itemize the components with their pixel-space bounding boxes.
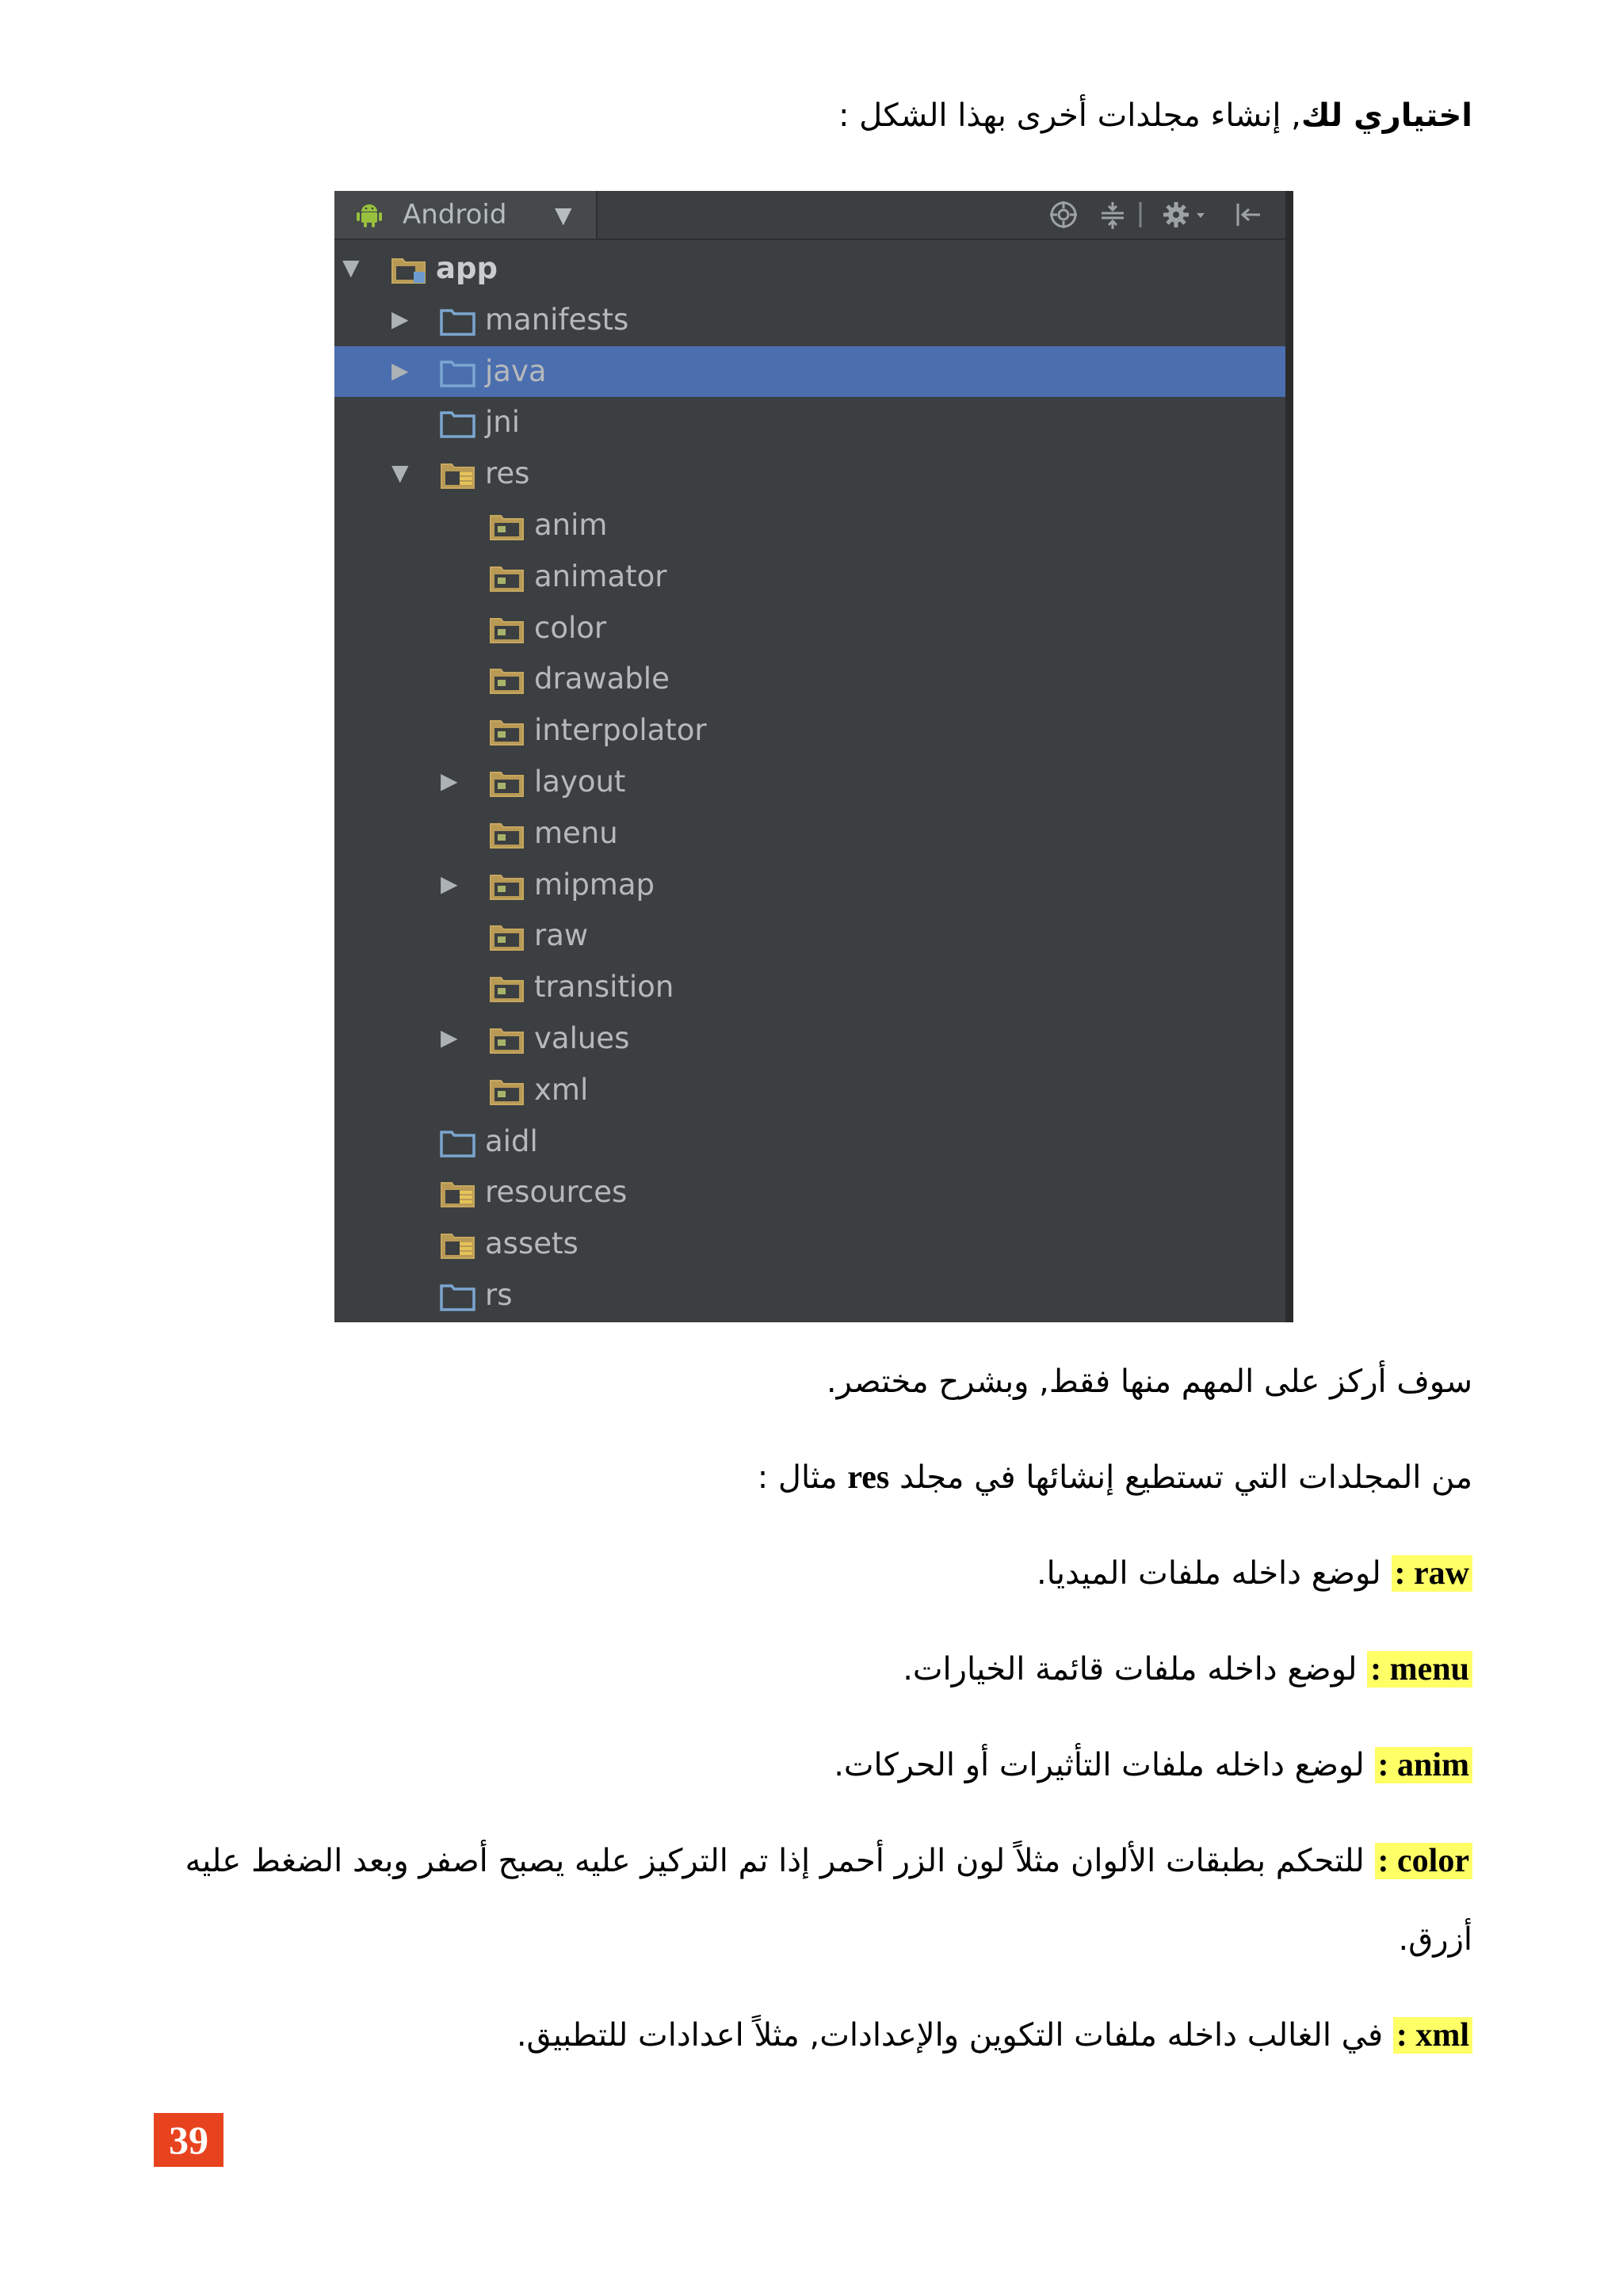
term-menu: : menu (1367, 1651, 1472, 1688)
paragraph-res-folders (758, 1455, 1472, 1500)
definition-text: لوضع داخله ملفات قائمة الخيارات. (903, 1651, 1358, 1688)
res-text-after: مثال : (757, 1459, 838, 1496)
tree-item-layout[interactable] (334, 757, 1285, 808)
tree-item-label: rs (485, 1277, 513, 1312)
chevron-down-icon: ▼ (555, 202, 572, 228)
term-anim: : anim (1375, 1747, 1473, 1783)
tree-item-transition[interactable] (334, 962, 1285, 1013)
tree-item-values[interactable] (334, 1013, 1285, 1065)
definition-color-continued: أزرق. (1398, 1921, 1472, 1958)
definition-text: لوضع داخله ملفات التأثيرات أو الحركات. (834, 1747, 1365, 1783)
view-label: Android (403, 199, 507, 231)
expand-arrow-right-icon[interactable]: ▶ (391, 305, 409, 332)
tree-item-app[interactable] (334, 243, 1285, 295)
paragraph-intro: سوف أركز على المهم منها فقط, وبشرح مختصر. (826, 1363, 1472, 1400)
tree-item-label: values (534, 1020, 630, 1055)
tree-item-rs[interactable] (334, 1270, 1285, 1322)
expand-arrow-down-icon[interactable]: ▼ (342, 254, 360, 280)
tree-item-label: drawable (534, 662, 670, 696)
res-text-before: من المجلدات التي تستطيع إنشائها في مجلد (899, 1459, 1472, 1496)
folder-icon (439, 357, 477, 389)
res-folder-icon (488, 1024, 526, 1056)
folder-icon (439, 408, 477, 440)
view-selector[interactable] (334, 191, 598, 238)
definition-raw (1037, 1551, 1472, 1596)
res-folder-icon (488, 511, 526, 543)
tree-item-animator[interactable] (334, 551, 1285, 603)
definition-text: لوضع داخله ملفات الميديا. (1036, 1555, 1381, 1592)
tree-item-mipmap[interactable] (334, 860, 1285, 911)
res-folder-icon (488, 665, 526, 696)
tree-item-res[interactable] (334, 448, 1285, 500)
tree-item-label: raw (534, 918, 589, 953)
tree-item-label: animator (534, 559, 667, 593)
folder-icon (439, 306, 477, 338)
tree-item-xml[interactable] (334, 1065, 1285, 1116)
folder-icon (439, 1281, 477, 1313)
toolbar-separator (1136, 199, 1144, 231)
expand-arrow-right-icon[interactable]: ▶ (441, 1024, 458, 1051)
folder-icon (439, 1127, 477, 1159)
res-folder-icon (488, 1076, 526, 1108)
resource-folder-icon (439, 1230, 477, 1261)
res-folder-icon (488, 614, 526, 646)
term-color: : color (1375, 1843, 1472, 1879)
project-tree (334, 243, 1285, 1322)
tree-item-menu[interactable] (334, 808, 1285, 860)
res-folder-icon (488, 871, 526, 902)
expand-arrow-right-icon[interactable]: ▶ (441, 767, 458, 794)
definition-text: للتحكم بطبقات الألوان مثلاً لون الزر أحمر إذا تم التركيز عليه يصبح أصفر وبعد الضغط عليه (185, 1843, 1365, 1879)
tree-item-label: manifests (485, 302, 629, 337)
res-folder-icon (488, 716, 526, 748)
res-term: res (847, 1459, 890, 1496)
tree-item-manifests[interactable] (334, 295, 1285, 346)
tree-item-label: app (436, 251, 498, 285)
tree-item-label: color (534, 610, 607, 645)
page-number: 39 (154, 2113, 223, 2167)
res-folder-icon (488, 973, 526, 1005)
module-folder-icon (390, 254, 428, 286)
tree-item-label: menu (534, 815, 618, 850)
tree-item-label: interpolator (534, 713, 707, 748)
res-folder-icon (488, 768, 526, 799)
tree-item-assets[interactable] (334, 1219, 1285, 1270)
definition-anim (834, 1743, 1472, 1787)
project-toolbar (334, 191, 1285, 240)
term-raw: : raw (1392, 1555, 1472, 1592)
definition-xml (517, 2013, 1472, 2058)
tree-item-label: mipmap (534, 867, 655, 902)
locate-icon[interactable] (1048, 199, 1079, 231)
res-folder-icon (488, 563, 526, 594)
tree-item-label: jni (485, 405, 521, 440)
tree-item-label: res (485, 456, 530, 491)
tree-item-jni[interactable] (334, 397, 1285, 448)
tree-item-label: layout (534, 764, 626, 799)
android-studio-project-panel (334, 191, 1293, 1322)
definition-color (185, 1839, 1472, 1883)
res-folder-icon (488, 819, 526, 851)
expand-arrow-right-icon[interactable]: ▶ (441, 870, 458, 897)
tree-item-label: java (485, 353, 547, 388)
tree-item-anim[interactable] (334, 500, 1285, 551)
expand-arrow-down-icon[interactable]: ▼ (391, 460, 409, 486)
tree-item-resources[interactable] (334, 1167, 1285, 1219)
tree-item-label: anim (534, 507, 608, 542)
gear-icon[interactable] (1160, 199, 1216, 231)
definition-text: في الغالب داخله ملفات التكوين والإعدادات, مثلاً اعدادات للتطبيق. (516, 2017, 1384, 2054)
tree-item-interpolator[interactable] (334, 705, 1285, 757)
heading-bold: اختياري لك (1300, 97, 1472, 134)
resource-folder-icon (439, 460, 477, 491)
tree-item-label: aidl (485, 1123, 538, 1158)
tree-item-color[interactable] (334, 603, 1285, 654)
resource-folder-icon (439, 1178, 477, 1210)
term-xml: : xml (1393, 2017, 1472, 2054)
res-folder-icon (488, 921, 526, 953)
tree-item-label: resources (485, 1175, 628, 1210)
tree-item-java[interactable] (334, 346, 1285, 398)
hide-panel-icon[interactable] (1232, 199, 1263, 231)
tree-item-drawable[interactable] (334, 654, 1285, 705)
section-heading (838, 93, 1472, 138)
collapse-all-icon[interactable] (1097, 199, 1128, 231)
expand-arrow-right-icon[interactable]: ▶ (391, 357, 409, 383)
android-icon (355, 200, 384, 229)
definition-menu (903, 1647, 1472, 1691)
tree-item-label: assets (485, 1226, 579, 1261)
tree-item-aidl[interactable] (334, 1116, 1285, 1168)
tree-item-raw[interactable] (334, 910, 1285, 962)
heading-rest: , إنشاء مجلدات أخرى بهذا الشكل : (838, 97, 1301, 134)
tree-item-label: transition (534, 970, 674, 1005)
tree-item-label: xml (534, 1072, 589, 1107)
